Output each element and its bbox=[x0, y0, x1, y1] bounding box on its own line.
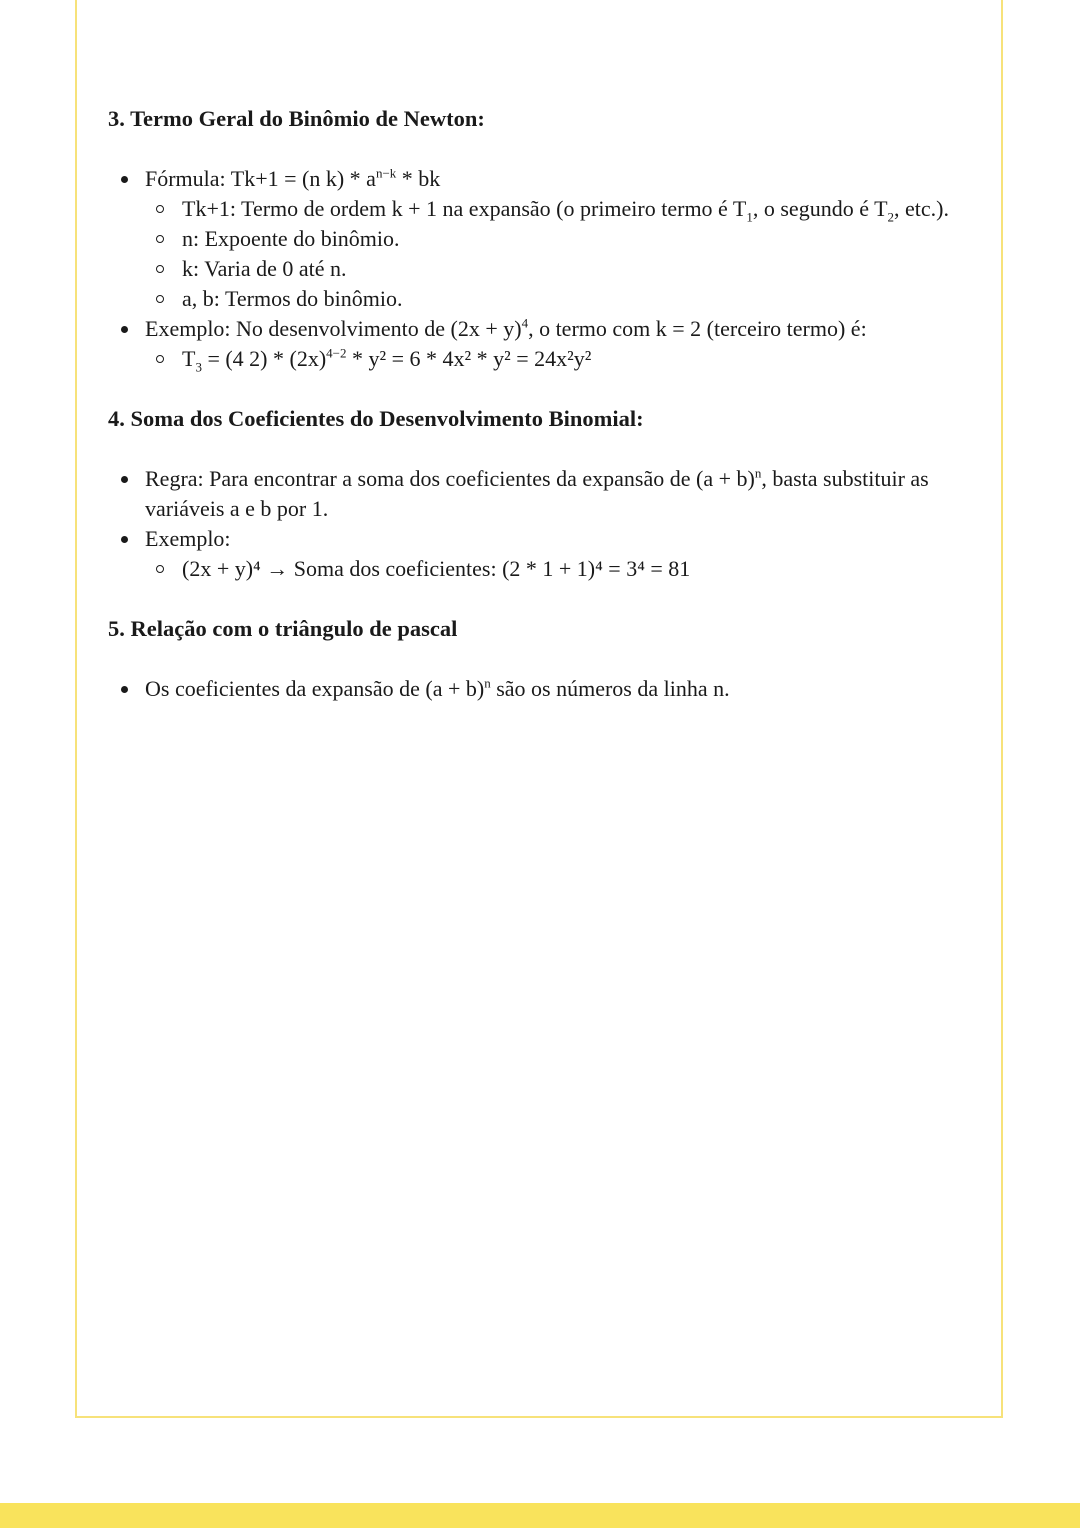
list-item-example: Exemplo: (2x + y)⁴ → Soma dos coeficientes: (2 * 1 + 1)⁴ = 3⁴ = 81 bbox=[108, 524, 958, 584]
bullet-icon bbox=[121, 686, 128, 693]
bullet-icon bbox=[121, 536, 128, 543]
sublist-item-calc: $T_3 = (4$ $2) * (2x)^{4-2} * y^2 = 6 * 4x^2 * y^2 = 24x^2y^2$ bbox=[145, 344, 958, 374]
sublist-item-calc: (2x + y)⁴ → Soma dos coeficientes: (2 * 1 + 1)⁴ = 3⁴ = 81 bbox=[145, 554, 958, 584]
circle-bullet-icon bbox=[156, 235, 164, 243]
sublist-item-tk1: Tk+1: Termo de ordem k + 1 na expansão (o primeiro termo é $T_1$, o segundo é $T_2$, etc.). bbox=[145, 194, 958, 224]
list-item-coefficients: Os coeficientes da expansão de $(a + b)^n$ são os números da linha n. bbox=[108, 674, 958, 704]
bullet-icon bbox=[121, 176, 128, 183]
list-item-example: Exemplo: No desenvolvimento de $(2x + y)^4$, o termo com k = 2 (terceiro termo) é: $T_3 = (4$ $2) * (2x)^{4-2} * y^2 = 6 * 4x^2 * y^2 = 24x^2y^2$ bbox=[108, 314, 958, 374]
example-sublist bbox=[145, 344, 958, 374]
sublist-item-ab: a, b: Termos do binômio. bbox=[145, 284, 958, 314]
bullet-icon bbox=[121, 326, 128, 333]
circle-bullet-icon bbox=[156, 205, 164, 213]
section-4-title: 4. Soma dos Coeficientes do Desenvolvimento Binomial: bbox=[108, 406, 644, 431]
section-3-list bbox=[108, 164, 958, 374]
circle-bullet-icon bbox=[156, 565, 164, 573]
sublist-item-k: k: Varia de 0 até n. bbox=[145, 254, 958, 284]
sublist-item-n: n: Expoente do binômio. bbox=[145, 224, 958, 254]
example-sublist bbox=[145, 554, 958, 584]
document-content bbox=[108, 104, 958, 704]
section-5-title: 5. Relação com o triângulo de pascal bbox=[108, 616, 458, 641]
section-5-list bbox=[108, 674, 958, 704]
bottom-accent-bar bbox=[0, 1503, 1080, 1528]
list-item-rule: Regra: Para encontrar a soma dos coeficientes da expansão de $(a + b)^n$, basta substituir as variáveis a e b por 1. bbox=[108, 464, 958, 524]
section-3-title: 3. Termo Geral do Binômio de Newton: bbox=[108, 106, 485, 131]
circle-bullet-icon bbox=[156, 355, 164, 363]
formula-sublist bbox=[145, 194, 958, 314]
circle-bullet-icon bbox=[156, 295, 164, 303]
list-item-formula: Fórmula: Tk+1 = (n $k) * a^{n-k}$ * bk Tk+1: Termo de ordem k + 1 na expansão (o primeiro termo é $T_1$, o segundo é $T_2$, etc.). n: Expoente do binômio. k: Varia de 0 até n. a, b: Termos do binômio. bbox=[108, 164, 958, 314]
section-4-list bbox=[108, 464, 958, 584]
circle-bullet-icon bbox=[156, 265, 164, 273]
bullet-icon bbox=[121, 476, 128, 483]
